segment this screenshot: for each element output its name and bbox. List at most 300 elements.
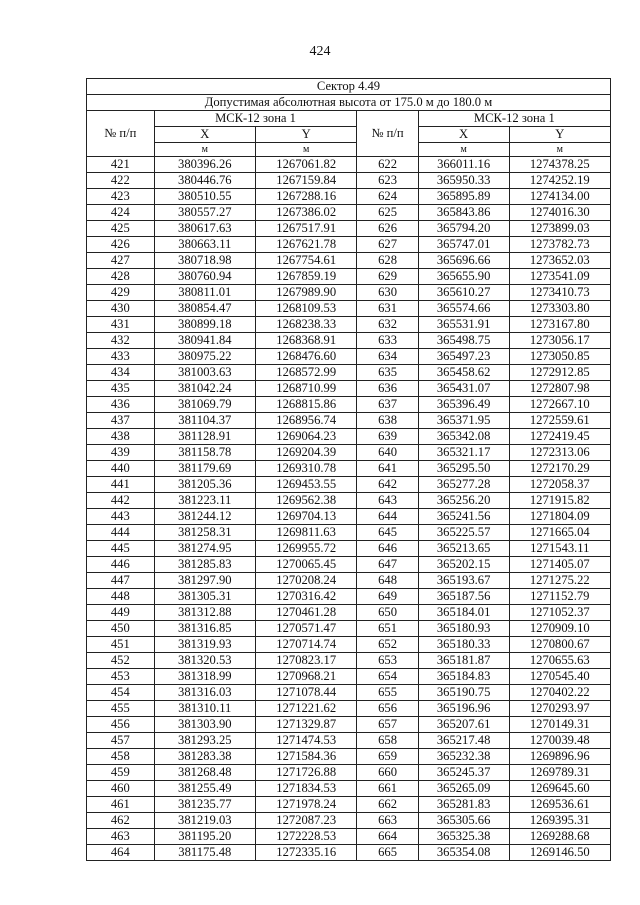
table-row (87, 381, 611, 397)
cell-x-left: 381235.77 (154, 797, 255, 813)
cell-index-left: 442 (87, 493, 155, 509)
cell-index-right: 624 (357, 189, 418, 205)
cell-x-right: 365207.61 (418, 717, 509, 733)
cell-x-right: 365458.62 (418, 365, 509, 381)
cell-index-left: 444 (87, 525, 155, 541)
cell-y-right: 1272667.10 (509, 397, 610, 413)
cell-index-right: 646 (357, 541, 418, 557)
cell-index-right: 623 (357, 173, 418, 189)
cell-x-left: 380510.55 (154, 189, 255, 205)
cell-y-right: 1270909.10 (509, 621, 610, 637)
cell-x-left: 381303.90 (154, 717, 255, 733)
cell-index-left: 423 (87, 189, 155, 205)
table-row (87, 301, 611, 317)
cell-index-left: 462 (87, 813, 155, 829)
cell-x-right: 365431.07 (418, 381, 509, 397)
cell-y-right: 1273167.80 (509, 317, 610, 333)
cell-index-left: 458 (87, 749, 155, 765)
cell-index-right: 660 (357, 765, 418, 781)
cell-y-left: 1272335.16 (256, 845, 357, 861)
cell-x-right: 365342.08 (418, 429, 509, 445)
cell-index-left: 463 (87, 829, 155, 845)
cell-x-left: 380557.27 (154, 205, 255, 221)
table-row (87, 813, 611, 829)
cell-y-right: 1273410.73 (509, 285, 610, 301)
table-row (87, 653, 611, 669)
cell-index-right: 643 (357, 493, 418, 509)
cell-x-right: 365193.67 (418, 573, 509, 589)
table-row (87, 397, 611, 413)
zone-header-right: МСК-12 зона 1 (418, 111, 610, 127)
cell-x-left: 381205.36 (154, 477, 255, 493)
cell-index-left: 427 (87, 253, 155, 269)
cell-index-right: 622 (357, 157, 418, 173)
cell-index-left: 455 (87, 701, 155, 717)
table-row (87, 429, 611, 445)
cell-index-right: 639 (357, 429, 418, 445)
cell-index-right: 665 (357, 845, 418, 861)
cell-y-right: 1270800.67 (509, 637, 610, 653)
cell-y-right: 1269789.31 (509, 765, 610, 781)
cell-y-right: 1273541.09 (509, 269, 610, 285)
cell-y-right: 1272807.98 (509, 381, 610, 397)
table-row (87, 557, 611, 573)
cell-x-right: 365241.56 (418, 509, 509, 525)
cell-x-left: 380396.26 (154, 157, 255, 173)
cell-index-left: 456 (87, 717, 155, 733)
table-row (87, 205, 611, 221)
table-row (87, 845, 611, 861)
table-row (87, 237, 611, 253)
cell-x-left: 381003.63 (154, 365, 255, 381)
height-range: Допустимая абсолютная высота от 175.0 м до 180.0 м (87, 95, 611, 111)
cell-y-left: 1269453.55 (256, 477, 357, 493)
cell-y-right: 1270293.97 (509, 701, 610, 717)
cell-x-right: 365217.48 (418, 733, 509, 749)
coordinates-table (86, 78, 611, 861)
cell-index-right: 658 (357, 733, 418, 749)
cell-x-left: 381258.31 (154, 525, 255, 541)
cell-x-left: 380854.47 (154, 301, 255, 317)
cell-x-left: 381158.78 (154, 445, 255, 461)
table-row (87, 365, 611, 381)
cell-index-left: 428 (87, 269, 155, 285)
cell-x-left: 381104.37 (154, 413, 255, 429)
cell-index-left: 451 (87, 637, 155, 653)
cell-x-right: 365295.50 (418, 461, 509, 477)
cell-index-right: 654 (357, 669, 418, 685)
table-row (87, 541, 611, 557)
cell-x-right: 365180.93 (418, 621, 509, 637)
cell-y-left: 1269562.38 (256, 493, 357, 509)
cell-index-left: 421 (87, 157, 155, 173)
cell-index-right: 625 (357, 205, 418, 221)
table-row (87, 637, 611, 653)
cell-x-right: 365354.08 (418, 845, 509, 861)
table-row (87, 589, 611, 605)
cell-index-right: 664 (357, 829, 418, 845)
cell-y-left: 1269704.13 (256, 509, 357, 525)
cell-index-right: 640 (357, 445, 418, 461)
table-row (87, 445, 611, 461)
table-row (87, 573, 611, 589)
cell-index-right: 645 (357, 525, 418, 541)
cell-index-left: 422 (87, 173, 155, 189)
unit-y-left: м (256, 143, 357, 157)
cell-index-left: 435 (87, 381, 155, 397)
unit-x-right: м (418, 143, 509, 157)
cell-index-left: 441 (87, 477, 155, 493)
cell-index-left: 429 (87, 285, 155, 301)
cell-index-left: 443 (87, 509, 155, 525)
cell-y-left: 1268710.99 (256, 381, 357, 397)
table-row (87, 765, 611, 781)
cell-index-right: 661 (357, 781, 418, 797)
table-row (87, 221, 611, 237)
cell-index-right: 642 (357, 477, 418, 493)
cell-x-left: 380617.63 (154, 221, 255, 237)
cell-y-left: 1271329.87 (256, 717, 357, 733)
cell-y-right: 1271665.04 (509, 525, 610, 541)
cell-index-right: 653 (357, 653, 418, 669)
table-row (87, 413, 611, 429)
cell-y-left: 1269204.39 (256, 445, 357, 461)
cell-index-left: 432 (87, 333, 155, 349)
cell-index-right: 652 (357, 637, 418, 653)
cell-x-right: 365321.17 (418, 445, 509, 461)
cell-index-right: 628 (357, 253, 418, 269)
cell-x-left: 381316.03 (154, 685, 255, 701)
cell-x-left: 381219.03 (154, 813, 255, 829)
cell-index-right: 662 (357, 797, 418, 813)
cell-y-left: 1268956.74 (256, 413, 357, 429)
cell-y-right: 1271405.07 (509, 557, 610, 573)
cell-y-right: 1272912.85 (509, 365, 610, 381)
cell-index-right: 635 (357, 365, 418, 381)
cell-x-right: 365895.89 (418, 189, 509, 205)
table-row (87, 477, 611, 493)
cell-y-left: 1267159.84 (256, 173, 357, 189)
cell-x-left: 381283.38 (154, 749, 255, 765)
cell-index-left: 460 (87, 781, 155, 797)
cell-y-right: 1271152.79 (509, 589, 610, 605)
table-row (87, 189, 611, 205)
table-row (87, 317, 611, 333)
cell-index-left: 454 (87, 685, 155, 701)
cell-index-left: 425 (87, 221, 155, 237)
cell-x-left: 381305.31 (154, 589, 255, 605)
table-row (87, 349, 611, 365)
cell-x-right: 365498.75 (418, 333, 509, 349)
table-row (87, 829, 611, 845)
cell-x-right: 365696.66 (418, 253, 509, 269)
cell-x-right: 366011.16 (418, 157, 509, 173)
cell-x-right: 365245.37 (418, 765, 509, 781)
cell-x-left: 381274.95 (154, 541, 255, 557)
table-row (87, 621, 611, 637)
cell-index-right: 636 (357, 381, 418, 397)
cell-y-left: 1269955.72 (256, 541, 357, 557)
page-number: 424 (309, 44, 331, 59)
cell-y-left: 1270571.47 (256, 621, 357, 637)
cell-index-right: 632 (357, 317, 418, 333)
cell-index-left: 424 (87, 205, 155, 221)
cell-y-left: 1270316.42 (256, 589, 357, 605)
cell-y-right: 1270655.63 (509, 653, 610, 669)
cell-y-left: 1267061.82 (256, 157, 357, 173)
cell-x-left: 380941.84 (154, 333, 255, 349)
cell-y-left: 1269064.23 (256, 429, 357, 445)
cell-x-right: 365371.95 (418, 413, 509, 429)
cell-y-right: 1272058.37 (509, 477, 610, 493)
cell-x-right: 365180.33 (418, 637, 509, 653)
cell-x-right: 365794.20 (418, 221, 509, 237)
table-row (87, 333, 611, 349)
cell-x-left: 381297.90 (154, 573, 255, 589)
table-row (87, 285, 611, 301)
cell-x-left: 381320.53 (154, 653, 255, 669)
cell-index-right: 655 (357, 685, 418, 701)
cell-x-right: 365396.49 (418, 397, 509, 413)
cell-x-left: 381310.11 (154, 701, 255, 717)
cell-y-left: 1271584.36 (256, 749, 357, 765)
cell-y-left: 1268572.99 (256, 365, 357, 381)
table-row (87, 685, 611, 701)
cell-x-left: 380718.98 (154, 253, 255, 269)
table-row (87, 605, 611, 621)
cell-index-left: 438 (87, 429, 155, 445)
cell-y-right: 1273303.80 (509, 301, 610, 317)
cell-y-left: 1268238.33 (256, 317, 357, 333)
cell-x-right: 365305.66 (418, 813, 509, 829)
cell-y-left: 1267754.61 (256, 253, 357, 269)
cell-y-left: 1267386.02 (256, 205, 357, 221)
cell-x-right: 365497.23 (418, 349, 509, 365)
cell-index-right: 663 (357, 813, 418, 829)
cell-y-left: 1271474.53 (256, 733, 357, 749)
cell-x-left: 381319.93 (154, 637, 255, 653)
cell-index-left: 449 (87, 605, 155, 621)
cell-index-left: 436 (87, 397, 155, 413)
cell-x-right: 365232.38 (418, 749, 509, 765)
cell-x-right: 365202.15 (418, 557, 509, 573)
cell-x-right: 365277.28 (418, 477, 509, 493)
cell-y-right: 1272170.29 (509, 461, 610, 477)
cell-x-left: 380975.22 (154, 349, 255, 365)
table-row (87, 173, 611, 189)
cell-x-left: 381042.24 (154, 381, 255, 397)
cell-y-left: 1271978.24 (256, 797, 357, 813)
table-row (87, 493, 611, 509)
cell-x-right: 365256.20 (418, 493, 509, 509)
cell-y-right: 1272313.06 (509, 445, 610, 461)
cell-y-left: 1268109.53 (256, 301, 357, 317)
cell-y-right: 1270402.22 (509, 685, 610, 701)
cell-y-right: 1273652.03 (509, 253, 610, 269)
cell-x-right: 365610.27 (418, 285, 509, 301)
cell-y-left: 1268368.91 (256, 333, 357, 349)
cell-index-left: 446 (87, 557, 155, 573)
table-row (87, 669, 611, 685)
cell-index-right: 650 (357, 605, 418, 621)
cell-y-left: 1270065.45 (256, 557, 357, 573)
cell-y-right: 1270545.40 (509, 669, 610, 685)
cell-x-right: 365265.09 (418, 781, 509, 797)
cell-index-right: 626 (357, 221, 418, 237)
cell-index-right: 630 (357, 285, 418, 301)
y-header-right: Y (509, 127, 610, 143)
cell-x-left: 381223.11 (154, 493, 255, 509)
cell-index-left: 457 (87, 733, 155, 749)
cell-y-right: 1269395.31 (509, 813, 610, 829)
cell-y-right: 1273056.17 (509, 333, 610, 349)
cell-y-right: 1274252.19 (509, 173, 610, 189)
sector-title: Сектор 4.49 (87, 79, 611, 95)
cell-y-left: 1267989.90 (256, 285, 357, 301)
cell-y-left: 1270208.24 (256, 573, 357, 589)
cell-index-right: 656 (357, 701, 418, 717)
table-row (87, 157, 611, 173)
index-header-right: № п/п (357, 111, 418, 157)
cell-x-right: 365950.33 (418, 173, 509, 189)
cell-y-left: 1269310.78 (256, 461, 357, 477)
cell-y-left: 1272087.23 (256, 813, 357, 829)
cell-x-left: 381318.99 (154, 669, 255, 685)
cell-y-right: 1272559.61 (509, 413, 610, 429)
cell-index-left: 452 (87, 653, 155, 669)
cell-y-right: 1271543.11 (509, 541, 610, 557)
table-row (87, 253, 611, 269)
cell-index-right: 637 (357, 397, 418, 413)
cell-index-right: 659 (357, 749, 418, 765)
cell-y-left: 1271726.88 (256, 765, 357, 781)
cell-x-right: 365190.75 (418, 685, 509, 701)
cell-y-right: 1272419.45 (509, 429, 610, 445)
table-body (87, 157, 611, 861)
cell-index-left: 437 (87, 413, 155, 429)
cell-index-left: 434 (87, 365, 155, 381)
cell-y-right: 1274016.30 (509, 205, 610, 221)
cell-index-right: 638 (357, 413, 418, 429)
cell-y-left: 1267517.91 (256, 221, 357, 237)
cell-y-right: 1271275.22 (509, 573, 610, 589)
cell-x-left: 381195.20 (154, 829, 255, 845)
cell-y-left: 1267621.78 (256, 237, 357, 253)
cell-index-left: 464 (87, 845, 155, 861)
cell-x-left: 381285.83 (154, 557, 255, 573)
cell-x-right: 365213.65 (418, 541, 509, 557)
cell-x-right: 365225.57 (418, 525, 509, 541)
cell-x-right: 365184.83 (418, 669, 509, 685)
cell-index-left: 445 (87, 541, 155, 557)
cell-y-left: 1272228.53 (256, 829, 357, 845)
cell-y-left: 1270968.21 (256, 669, 357, 685)
cell-index-right: 631 (357, 301, 418, 317)
cell-y-right: 1274134.00 (509, 189, 610, 205)
cell-x-left: 381069.79 (154, 397, 255, 413)
cell-y-left: 1271834.53 (256, 781, 357, 797)
cell-y-left: 1268476.60 (256, 349, 357, 365)
cell-index-right: 651 (357, 621, 418, 637)
cell-x-right: 365187.56 (418, 589, 509, 605)
cell-x-right: 365281.83 (418, 797, 509, 813)
cell-y-right: 1271804.09 (509, 509, 610, 525)
cell-y-right: 1273050.85 (509, 349, 610, 365)
cell-index-left: 430 (87, 301, 155, 317)
cell-index-left: 453 (87, 669, 155, 685)
cell-index-left: 426 (87, 237, 155, 253)
x-header-left: X (154, 127, 255, 143)
table-row (87, 509, 611, 525)
cell-index-left: 448 (87, 589, 155, 605)
table-row (87, 461, 611, 477)
cell-y-right: 1269288.68 (509, 829, 610, 845)
cell-x-right: 365843.86 (418, 205, 509, 221)
cell-x-left: 381268.48 (154, 765, 255, 781)
cell-y-right: 1269645.60 (509, 781, 610, 797)
cell-x-left: 380899.18 (154, 317, 255, 333)
cell-y-left: 1271078.44 (256, 685, 357, 701)
cell-x-left: 381255.49 (154, 781, 255, 797)
unit-x-left: м (154, 143, 255, 157)
cell-index-left: 440 (87, 461, 155, 477)
cell-index-left: 439 (87, 445, 155, 461)
table-row (87, 701, 611, 717)
cell-index-right: 633 (357, 333, 418, 349)
cell-y-right: 1271052.37 (509, 605, 610, 621)
cell-y-right: 1269536.61 (509, 797, 610, 813)
cell-x-right: 365655.90 (418, 269, 509, 285)
table-row (87, 269, 611, 285)
cell-y-left: 1269811.63 (256, 525, 357, 541)
cell-x-left: 380446.76 (154, 173, 255, 189)
cell-index-left: 431 (87, 317, 155, 333)
cell-index-left: 450 (87, 621, 155, 637)
table-row (87, 525, 611, 541)
cell-index-left: 433 (87, 349, 155, 365)
cell-x-left: 381316.85 (154, 621, 255, 637)
cell-y-right: 1269146.50 (509, 845, 610, 861)
cell-y-left: 1270823.17 (256, 653, 357, 669)
cell-x-left: 381293.25 (154, 733, 255, 749)
cell-index-right: 641 (357, 461, 418, 477)
cell-x-left: 381128.91 (154, 429, 255, 445)
cell-y-left: 1267859.19 (256, 269, 357, 285)
table-row (87, 797, 611, 813)
unit-y-right: м (509, 143, 610, 157)
table-row (87, 717, 611, 733)
cell-x-right: 365531.91 (418, 317, 509, 333)
cell-x-right: 365196.96 (418, 701, 509, 717)
table-row (87, 749, 611, 765)
table-row (87, 781, 611, 797)
y-header-left: Y (256, 127, 357, 143)
cell-y-left: 1267288.16 (256, 189, 357, 205)
cell-index-left: 461 (87, 797, 155, 813)
cell-index-right: 627 (357, 237, 418, 253)
cell-index-right: 644 (357, 509, 418, 525)
cell-y-left: 1270461.28 (256, 605, 357, 621)
x-header-right: X (418, 127, 509, 143)
cell-y-right: 1270149.31 (509, 717, 610, 733)
cell-x-left: 380663.11 (154, 237, 255, 253)
cell-y-left: 1270714.74 (256, 637, 357, 653)
cell-index-left: 447 (87, 573, 155, 589)
cell-x-left: 380811.01 (154, 285, 255, 301)
cell-index-right: 657 (357, 717, 418, 733)
cell-index-right: 647 (357, 557, 418, 573)
cell-x-right: 365747.01 (418, 237, 509, 253)
